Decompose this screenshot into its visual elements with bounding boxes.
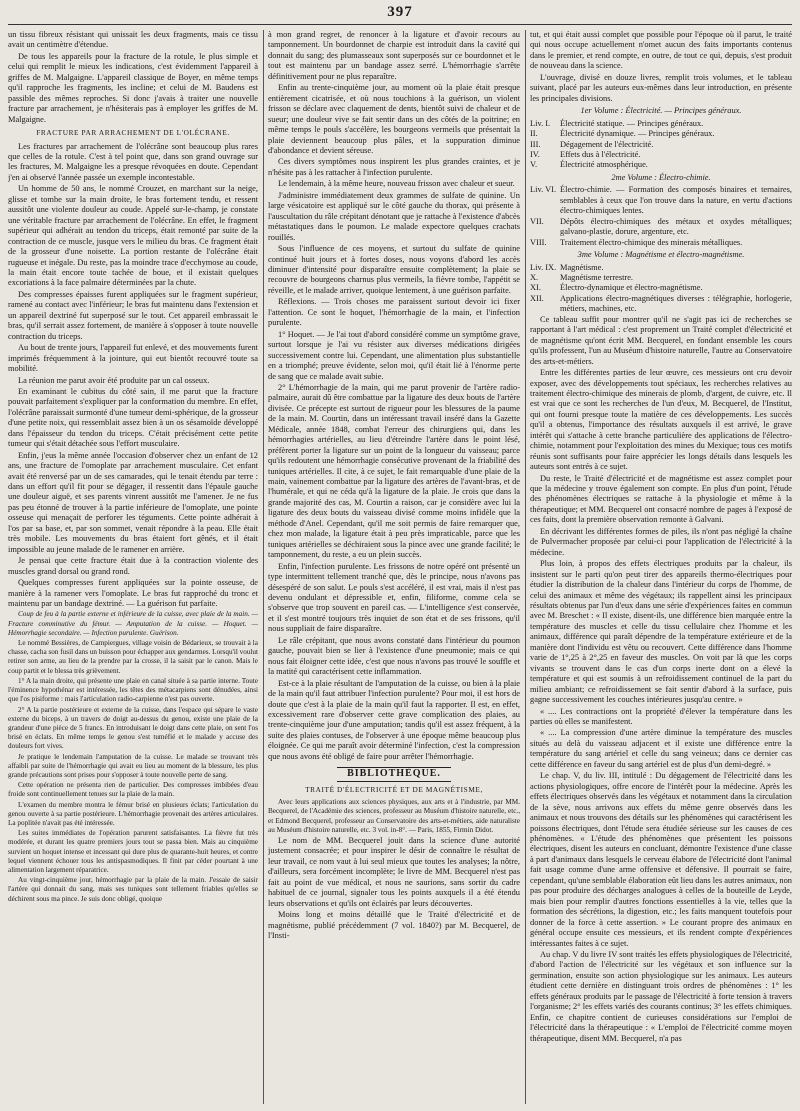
book-number: Liv. VI. xyxy=(530,185,557,195)
paragraph: un tissu fibreux résistant qui unissait les deux fragments, mais ce tissu avait un centimètre d'étendue. xyxy=(8,30,258,50)
volume-list-item xyxy=(530,263,792,273)
paragraph: Enfin au trente-cinquième jour, au moment où la plaie était presque entièrement cicatrisée, et où nous touchions à la guérison, un violent frisson se déclare avec claquement de dents, bientôt suivi de chaleur et de sueur; une douleur vive se fait sentir dans un des côtés de la poitrine; en même temps le pouls s'accélère, les bourgeons vermeils que présentait la plaie deviennent beaucoup plus pâles, et la suppuration diminue d'abondance et devient séreuse. xyxy=(268,83,520,155)
paragraph: En décrivant les différentes formes de piles, ils n'ont pas négligé la chaîne de Pulvermacher proposée par celui-ci pour l'application de l'électricité à la médecine. xyxy=(530,526,792,557)
book-title: Électro-dynamique et électro-magnétisme. xyxy=(560,283,703,293)
paragraph: Du reste, le Traité d'électricité et de magnétisme est assez complet pour que la médecine y trouve également son compte. En plus d'un point, l'étude des phénomènes électriques se rattache à la physiologie et même à la thérapeutique; et MM. Becquerel ont consacré nombre de pages à l'exposé de ces faits, dont la première observation remonte à Galvani. xyxy=(530,473,792,525)
paragraph: L'examen du membre montra le fémur brisé en plusieurs éclats; l'articulation du genou ouverte à sa partie postérieure. L'hémorrhagie provenait des artères articulaires. La poplitée n'avait pas été intéressée. xyxy=(8,800,258,827)
paragraph: Enfin, j'eus la même année l'occasion d'observer chez un enfant de 12 ans, une fracture de l'omoplate par arrachement musculaire. Cet enfant avait été renversé par un de ses camarades, qui le tenait étendu par terre : dans un effort qu'il fit pour se dégager, il ressentit dans l'épaule gauche une douleur aiguë, et ses parents vinrent aussitôt me l'amener. Je ne fus pas peu étonné de trouver à la partie inférieure de l'omoplate, une pointe osseuse qui menaçait de perforer les téguments. Cette pointe adhérait à l'os par sa base, et, par son sommet, venait répondre à la peau. Elle était très mobile. Les mouvements du bras étaient fort gênés, et il était impossible au jeune malade de le ramener en arrière. xyxy=(8,450,258,554)
paragraph: Le nommé Bessières, de Campiergues, village voisin de Bédarieux, se trouvait à la chasse, cacha son fusil dans un buisson pour échapper aux gendarmes. Lorsqu'il voulut retirer son arme, au lieu de la prendre par la crosse, il la saisit par le canon. Mais le coup partit et le blessa très grièvement. xyxy=(8,639,258,675)
volume-list-item xyxy=(530,119,792,129)
column-1 xyxy=(8,30,258,1104)
paragraph: Le nom de MM. Becquerel jouit dans la science d'une autorité justement consacrée; et pour inspirer le désir de connaître le résultat de leur travail, ce nom vaut à lui seul mieux que toutes les analyses; la nôtre, d'ailleurs, sera forcément incomplète; le livre de MM. Becquerel n'est pas fait au point de vue médical, et nous ne saurions, sans sortir du cadre habituel de ce journal, signaler tous les points auxquels il a été étendu leurs observations et qu'ils ont éclairés par leurs découvertes. xyxy=(268,835,520,908)
paragraph: Au vingt-cinquième jour, hémorrhagie par la plaie de la main. J'essaie de saisir l'artère qui donnait du sang, mais ses tuniques sont tellement friables qu'elles se déchirent sous ma pince. Je suis donc obligé, quoique xyxy=(8,876,258,903)
paragraph: 1° Hoquet. — Je l'ai tout d'abord considéré comme un symptôme grave, surtout lorsque je l'ai vu résister aux diverses médications dirigées successivement contre lui. Cependant, une alimentation plus substantielle en a triomphé; preuve évidente, selon moi, qu'il était lié à l'énorme perte de sang que ce malade avait subie. xyxy=(268,329,520,381)
review-intro: Avec leurs applications aux sciences physiques, aux arts et à l'industrie, par MM. Becquerel, de l'Académie des sciences, professeur au Muséum d'histoire naturelle, etc., et Edmond Becquerel, professeur au Conservatoire des arts-et-métiers, aide naturaliste au Muséum d'histoire naturelle, etc. 3 vol. in-8°. — Paris, 1855, Firmin Didot. xyxy=(268,798,520,834)
section-heading: FRACTURE PAR ARRACHEMENT DE L'OLÉCRANE. xyxy=(36,128,230,138)
bibliography-header xyxy=(268,767,520,781)
paragraph: « .... Les contractions ont la propriété d'élever la température dans les parties où elles se manifestent. xyxy=(530,706,792,726)
paragraph: Enfin, l'infection purulente. Les frissons de notre opéré ont présenté un type intermittent tellement tranché que, dès le principe, nous n'avons pas désespéré de son salut. Le pouls s'est accéléré, il est vrai, mais il n'est pas devenu ondulant et dépressible et, enfin, filiforme, comme cela se s'observe que trop souvent en pareil cas. — L'intelligence s'est conservée, et il s'est montré toujours très inquiet de son état et de ses frissons, qu'il nous suppliait de faire disparaître. xyxy=(268,561,520,634)
book-number: XII. xyxy=(530,293,544,303)
paragraph: J'administre immédiatement deux grammes de sulfate de quinine. Un large vésicatoire est appliqué sur le côté gauche du thorax, qui présente à l'auscultation du râle crépitant dénotant que je rattache à l'existence d'abcès métastatiques dans le poumon. Le malade expectore quelques crachats rouillés. xyxy=(268,190,520,242)
paragraph: Réflexions. — Trois choses me paraissent surtout devoir ici fixer l'attention. Ce sont le hoquet, l'hémorrhagie de la main, et l'infection purulente. xyxy=(268,297,520,328)
book-number: Liv. I. xyxy=(530,118,551,128)
volume-1-list xyxy=(530,119,792,171)
paragraph: Moins long et moins détaillé que le Traité d'électricité et de magnétisme, publié précédemment (7 vol. 1840?) par M. Becquerel, de l'Insti- xyxy=(268,910,520,941)
volume-list-item xyxy=(530,217,792,238)
page-number: 397 xyxy=(387,4,413,20)
paragraph: Est-ce à la plaie résultant de l'amputation de la cuisse, ou bien à la plaie de la main qu'il faut attribuer l'infection purulente? Pour moi, il est hors de doute que c'est à la plaie de la main qu'il faut la rapporter. Il est, en effet, excessivement rare d'observer cette grave complication des plaies, au trente-cinquième jour d'une amputation; tandis qu'il est assez fréquent, à la suite des plaies contuses, de l'observer à une époque même beaucoup plus éloignée. Ce qui me paraît avoir déterminé l'infection, c'est la compression que nous avons été obligé de faire pour arrêter l'hémorrhagie. xyxy=(268,678,520,761)
book-number: VIII. xyxy=(530,237,547,247)
paragraph: Je pratique le lendemain l'amputation de la cuisse. Le malade se trouvant très affaibli par suite de l'hémorrhagie qui avait eu lieu au moment de la blessure, les plus grande précautions sont prises pour s'opposer à toute nouvelle perte de sang. xyxy=(8,752,258,779)
book-title: Électricité dynamique. — Principes généraux. xyxy=(560,129,715,139)
book-number: II. xyxy=(530,129,538,139)
paragraph: Des compresses épaisses furent appliquées sur le fragment supérieur, ramené au contact avec l'inférieur; le bras fut maintenu dans l'extension et un appareil dextriné fut superposé sur le tout. Cet appareil embrassait le bras, qu'il serrait assez fortement, de manière à s'opposer à toute nouvelle contraction du triceps. xyxy=(8,289,258,341)
column-2 xyxy=(268,30,520,1104)
book-number: X. xyxy=(530,272,539,282)
case-caption: Coup de feu à la partie externe et inférieure de la cuisse, avec plaie de la main. — Fracture comminutive du fémur. — Amputation de la cuisse. — Hoquet. — Hémorrhagie secondaire. — Infection purulente. Guérison. xyxy=(8,610,258,637)
book-number: IV. xyxy=(530,149,540,159)
book-title: Effets dus à l'électricité. xyxy=(560,149,641,159)
volume-list-item xyxy=(530,283,792,293)
volume-list-item xyxy=(530,129,792,139)
paragraph: Cette opération ne présenta rien de particulier. Des compresses imbibées d'eau froide sont continuellement tenues sur la plaie de la main. xyxy=(8,781,258,799)
book-number: V. xyxy=(530,160,538,170)
volume-list-item xyxy=(530,185,792,216)
bibliography-title: BIBLIOTHÈQUE. xyxy=(337,767,451,781)
book-title: Dépôts électro-chimiques des métaux et oxydes métalliques; galvano-plastie, dorure, argenture, etc. xyxy=(560,216,792,237)
book-title: Électro-chimie. — Formation des composés binaires et ternaires, semblables à ceux que l'on trouve dans la nature, en vertu d'actions électro-chimiques lentes. xyxy=(560,185,792,216)
volume-heading: 1er Volume : Électricité. — Principes généraux. xyxy=(580,106,742,116)
column-3 xyxy=(530,30,792,1104)
book-title: Applications électro-magnétiques diverses : télégraphie, horlogerie, métiers, machines, etc. xyxy=(560,293,792,314)
paragraph: En examinant le cubitus du côté sain, il me parut que la fracture pouvait parfaitement s'expliquer par la conformation du membre. En effet, l'olécrâne paraissait surmonté d'une tumeur demi-sphérique, de la grosseur d'une petite noix, qui ressemblait assez bien à un os sésamoïde développé dans l'épaisseur du tendon du triceps. C'était précisément cette petite tumeur qui s'était détachée sous l'effort musculaire. xyxy=(8,386,258,449)
paragraph: Ce tableau suffit pour montrer qu'il ne s'agit pas ici de recherches se rapportant à l'art médical : c'est proprement un Traité complet d'électricité et de magnétisme qu'ont écrit MM. Becquerel, en fondant ensemble les cours qu'ils professent, l'un au Muséum d'histoire naturelle, l'autre au Conservatoire des arts-et-métiers. xyxy=(530,314,792,366)
volume-list-item xyxy=(530,238,792,248)
column-divider xyxy=(263,30,264,1104)
volume-list-item xyxy=(530,160,792,170)
volume-heading: 2me Volume : Électro-chimie. xyxy=(611,172,711,182)
paragraph: Un homme de 50 ans, le nommé Crouzet, en marchant sur la neige, glisse et tombe sur la main droite, le bras fortement tendu, et ressent aussitôt une violente douleur au coude. Appelé sur-le-champ, je constate une véritable fracture par arrachement de l'olécrâne. En effet, le fragment supérieur qui adhérait au tendon du triceps, était remonté par suite de la contraction de ce muscle, jusque vers le milieu du bras. Ce fragment était de la grosseur d'une noisette. La portion restante de l'olécrâne était rugueuse et inégale. Du reste, pas la moindre trace d'ecchymose au coude, la main était encore toute tachée de boue, et il existait quelques excoriations à la face palmaire déterminées par la chute. xyxy=(8,184,258,288)
paragraph: Entre les différentes parties de leur œuvre, ces messieurs ont cru devoir exposer, avec des développements tout spéciaux, les recherches relatives au traitement électro-chimique des minerais de plomb, d'argent, de cuivre, etc. Il est vrai que ce sont les recherches de l'un d'eux, M. Becquerel, de l'Institut, qui ont fourni presque toute la matière de ces développements. Les succès qu'il a obtenus, l'importance des résultats auxquels il est arrivé, le grave intérêt qui s'attache à cette branche particulière des applications de l'électro-chimie, notamment pour l'exploitation des mines du Mexique; tous ces motifs réunis sont suffisants pour faire apprécier les longs détails dans lesquels les auteurs sont entrés à ce sujet. xyxy=(530,368,792,472)
paragraph: Ces divers symptômes nous inspirent les plus grandes craintes, et je n'hésite pas à les rattacher à l'infection purulente. xyxy=(268,157,520,177)
book-title: Dégagement de l'électricité. xyxy=(560,139,654,149)
paragraph: 2° L'hémorrhagie de la main, qui me parut provenir de l'artère radio-palmaire, aurait dû être combattue par la ligature des deux bouts de l'artère divisée. Ce précepte est surtout de rigueur pour les blessures de la paume de la main. M. Courtin, dans un intéressant travail inséré dans la Gazette Médicale, année 1848, combat l'erreur des chirurgiens qui, dans les hémorrhagies artérielles, au lieu d'étreindre l'artère dans le point lésé, préfèrent porter la ligature sur un point de la longueur du vaisseau; parce qu'ils redoutent une hémorrhagie consécutive provenant de la friabilité des tuniques artérielles. Il cite, à ce sujet, le fait remarquable d'une plaie de la main, vainement combattue par la ligature des artères de l'avant-bras, et de l'humérale, et qui ne céda qu'à la ligature de la plaie. Je crois que dans la grande majorité des cas, M. Courtin a raison, car je considère avec lui la ligature des deux bouts du vaisseau divisé comme moins infidèle que la méthode d'Anel. Cependant, qu'il me soit permis de faire remarquer que, chez mon malade, la ligature était à peu près impraticable, parce que les tuniques artérielles se déchiraient sous la pince avec une grande facilité; le tamponnement, du reste, a eu un plein succès. xyxy=(268,382,520,560)
paragraph: Au bout de trente jours, l'appareil fut enlevé, et des mouvements furent imprimés fréquemment à la jointure, qui eut bientôt recouvré toute sa mobilité. xyxy=(8,343,258,374)
volume-list-item xyxy=(530,294,792,315)
paragraph: 2° A la partie postérieure et externe de la cuisse, dans l'espace qui sépare le vaste externe du biceps, à un travers de doigt au-dessus du genou, existe une plaie de la grandeur d'une pièce de 5 francs. En introduisant le doigt dans cette plaie, on sent l'os brisé en éclats. En même temps le genou s'est tuméfié et le malade y accuse des douleurs fort vives. xyxy=(8,705,258,751)
book-title: Traitement électro-chimique des minerais métalliques. xyxy=(560,237,743,247)
paragraph: « .... La compression d'une artère diminue la température des muscles situés au delà du vaisseau adjacent et il existe une différence entre la température du sang artériel et celle du sang veineux; dans ce dernier cas cette différence en faveur du sang artériel est de plus d'un demi-degré. » xyxy=(530,728,792,769)
book-title: Électricité atmosphérique. xyxy=(560,160,648,170)
paragraph: L'ouvrage, divisé en douze livres, remplit trois volumes, et le tableau suivant, placé par les auteurs eux-mêmes dans leur introduction, en présente les principales divisions. xyxy=(530,72,792,103)
volume-2-list xyxy=(530,185,792,248)
paragraph: Les fractures par arrachement de l'olécrâne sont beaucoup plus rares que celles de la rotule. C'est à tel point que, dans son grand ouvrage sur les fractures, M. Malgaigne les a presque révoquées en doute. Cependant j'en ai observé l'année passée un exemple incontestable. xyxy=(8,141,258,182)
volume-heading: 3me Volume : Magnétisme et électro-magnétisme. xyxy=(577,250,745,260)
volume-3-list xyxy=(530,263,792,315)
paragraph: Sous l'influence de ces moyens, et surtout du sulfate de quinine continué huit jours et à fortes doses, nous voyons d'abord les accès diminuer d'intensité pour disparaître ensuite complètement; la plaie se recouvre de bourgeons charnus plus vermeils, la fièvre tombe, l'appétit se réveille, et le malade arriver, quoique lentement, à une guérison parfaite. xyxy=(268,244,520,295)
paragraph: Plus loin, à propos des effets électriques produits par la chaleur, ils insistent sur le parti qu'on peut tirer des appareils thermo-électriques pour étudier la distribution de la chaleur dans l'intérieur du corps de l'homme, de celui des animaux et même des végétaux; ils rappellent ainsi les principaux résultats obtenus par l'un d'eux dans une série d'expériences faites en commun avec M. Breschet : « Il existe, disent-ils, une différence bien marquée entre la température des muscles et celle du tissu cellulaire chez l'homme et les animaux, différence qui paraît dépendre de la température extérieure et de la manière dont l'individu est vêtu ou recouvert. Cette différence dans l'homme varie de 1°,25 à 2°,25 en faveur des muscles. On voit par là que les corps vivants se trouvent dans le cas d'un corps inerte dont on a élevé la température et qui est soumis à un refroidissement continuel de la part du milieu ambiant; ce refroidissement se fait sentir d'abord à la surface, puis gagne successivement les couches intérieures jusqu'au centre. » xyxy=(530,559,792,705)
paragraph: Les suites immédiates de l'opération parurent satisfaisantes. La fièvre fut très modérée, et durant les quatre premiers jours tout se passa bien. Mais au cinquième survient un hoquet intense et incessant qui dure plus de quarante-huit heures, et contre lequel viennent échouer tous les antispasmodiques. Il finit par céder pourtant à une alimentation largement réparatrice. xyxy=(8,829,258,874)
paragraph: De tous les appareils pour la fracture de la rotule, le plus simple et celui qui remplit le mieux les indications, c'est évidemment l'appareil à griffes de M. Malgaigne. L'appareil classique de Boyer, en même temps qu'il rapproche les fragments, les incline; et celui de M. Baudens est passible des mêmes reproches. Si donc j'avais à traiter une nouvelle fracture par arrachement, je n'hésiterais pas à employer les griffes de M. Malgaigne. xyxy=(8,51,258,124)
paragraph: Le râle crépitant, que nous avons constaté dans l'intérieur du poumon gauche, pouvait bien se lier à l'existence d'une pneumonie; mais ce qui nous fait éloigner cette idée, c'est que nous n'avons pas trouvé le souffle et la matité qui caractérisent cette inflammation. xyxy=(268,635,520,677)
paragraph: à mon grand regret, de renoncer à la ligature et d'avoir recours au tamponnement. Un bourdonnet de charpie est introduit dans la cavité qui donnait du sang; des plumasseaux sont superposés sur ce bourdonnet et le tout est maintenu par un bandage assez serré. L'hémorrhagie s'arrête définitivement pour ne plus reparaître. xyxy=(268,30,520,81)
paragraph: Je pensai que cette fracture était due à la contraction violente des muscles grand dorsal ou grand rond. xyxy=(8,556,258,576)
paragraph: 1° A la main droite, qui présente une plaie en canal située à sa partie interne. Toute l'éminence hypothénar est intéressée, les têtes des métacarpiens sont dénudées, ainsi que l'os pisiforme : mais l'articulation radio-carpienne n'est pas ouverte. xyxy=(8,676,258,704)
header-rule xyxy=(8,24,792,25)
book-title: Électricité statique. — Principes généraux. xyxy=(560,118,704,128)
book-number: VII. xyxy=(530,216,544,226)
paragraph: Le chap. V, du liv. III, intitulé : Du dégagement de l'électricité dans les actions physiologiques, offre encore de l'intérêt pour la médecine. Après les effets électriques observés dans les végétaux et notamment dans la circulation de la sève, nous arrivons aux effets du même genre observés dans les animaux et nous trouvons des détails sur les phénomènes qui caractérisent les poissons électriques, dont l'étude sera étudiée sérieuse sur les causes de ces phénomènes. « L'étude des phénomènes que présentent les poissons électriques, disent les auteurs en concluant, démontre l'existence d'une classe à part d'animaux dans lesquels le cerveau élabore de l'électricité dont l'animal fait usage comme d'une arme offensive et défensive. Il pourrait se faire, cependant, qu'une semblable élaboration eût lieu dans les autres animaux, non pas pour produire des décharges analogues à celles de la bouteille de Leyde, mais bien pour remplir d'autres fonctions essentielles à la vie, telles que la formation des sécrétions, la digestion, etc.; les faits manquent toutefois pour donner de la force à cette assertion. » Le courant propre des animaux en général occupe ensuite ces messieurs, et ils rendent compte d'expériences intéressantes faites à ce sujet. xyxy=(530,771,792,948)
volume-list-item xyxy=(530,273,792,283)
book-number: XI. xyxy=(530,283,541,293)
volume-list-item xyxy=(530,140,792,150)
paragraph: Quelques compresses furent appliquées sur la pointe osseuse, de manière à la ramener vers l'omoplate. Le bras fut rapproché du tronc et maintenu par un bandage dextriné. — La guérison fut parfaite. xyxy=(8,578,258,609)
paragraph: Le lendemain, à la même heure, nouveau frisson avec chaleur et sueur. xyxy=(278,179,515,189)
book-title: Magnétisme terrestre. xyxy=(560,272,634,282)
book-title: Magnétisme. xyxy=(560,262,604,272)
paragraph: Au chap. V du livre IV sont traités les effets physiologiques de l'électricité, d'abord l'action de l'électricité sur les végétaux et son influence sur la germination, ensuite son action physiologique sur les animaux. Les auteurs étudient cette dernière en distinguant trois ordres de phénomènes : 1° les effets généraux produits par le passage de l'électricité à forte tension à travers l'organisme; 2° les effets variés des courants continus; 3° les effets chimiques. Enfin, ce chapitre contient de curieuses considérations sur l'emploi de l'électricité dans la thérapeutique : « L'emploi de l'électricité comme moyen thérapeutique, disent MM. Becquerel, n'a pas xyxy=(530,949,792,1043)
paragraph: La réunion me parut avoir été produite par un cal osseux. xyxy=(18,375,210,385)
column-divider xyxy=(525,30,526,1104)
review-heading: TRAITÉ D'ÉLECTRICITÉ ET DE MAGNÉTISME, xyxy=(305,784,483,794)
book-number: Liv. IX. xyxy=(530,262,557,272)
book-number: III. xyxy=(530,139,541,149)
volume-list-item xyxy=(530,150,792,160)
paragraph: tut, et qui était aussi complet que possible pour l'époque où il parut, le traité qui nous occupe actuellement n'omet aucun des faits importants contenus dans le premier, et rend compte, en outre, de tout ce qui, depuis, s'est produit de nouveau dans la science. xyxy=(530,30,792,71)
